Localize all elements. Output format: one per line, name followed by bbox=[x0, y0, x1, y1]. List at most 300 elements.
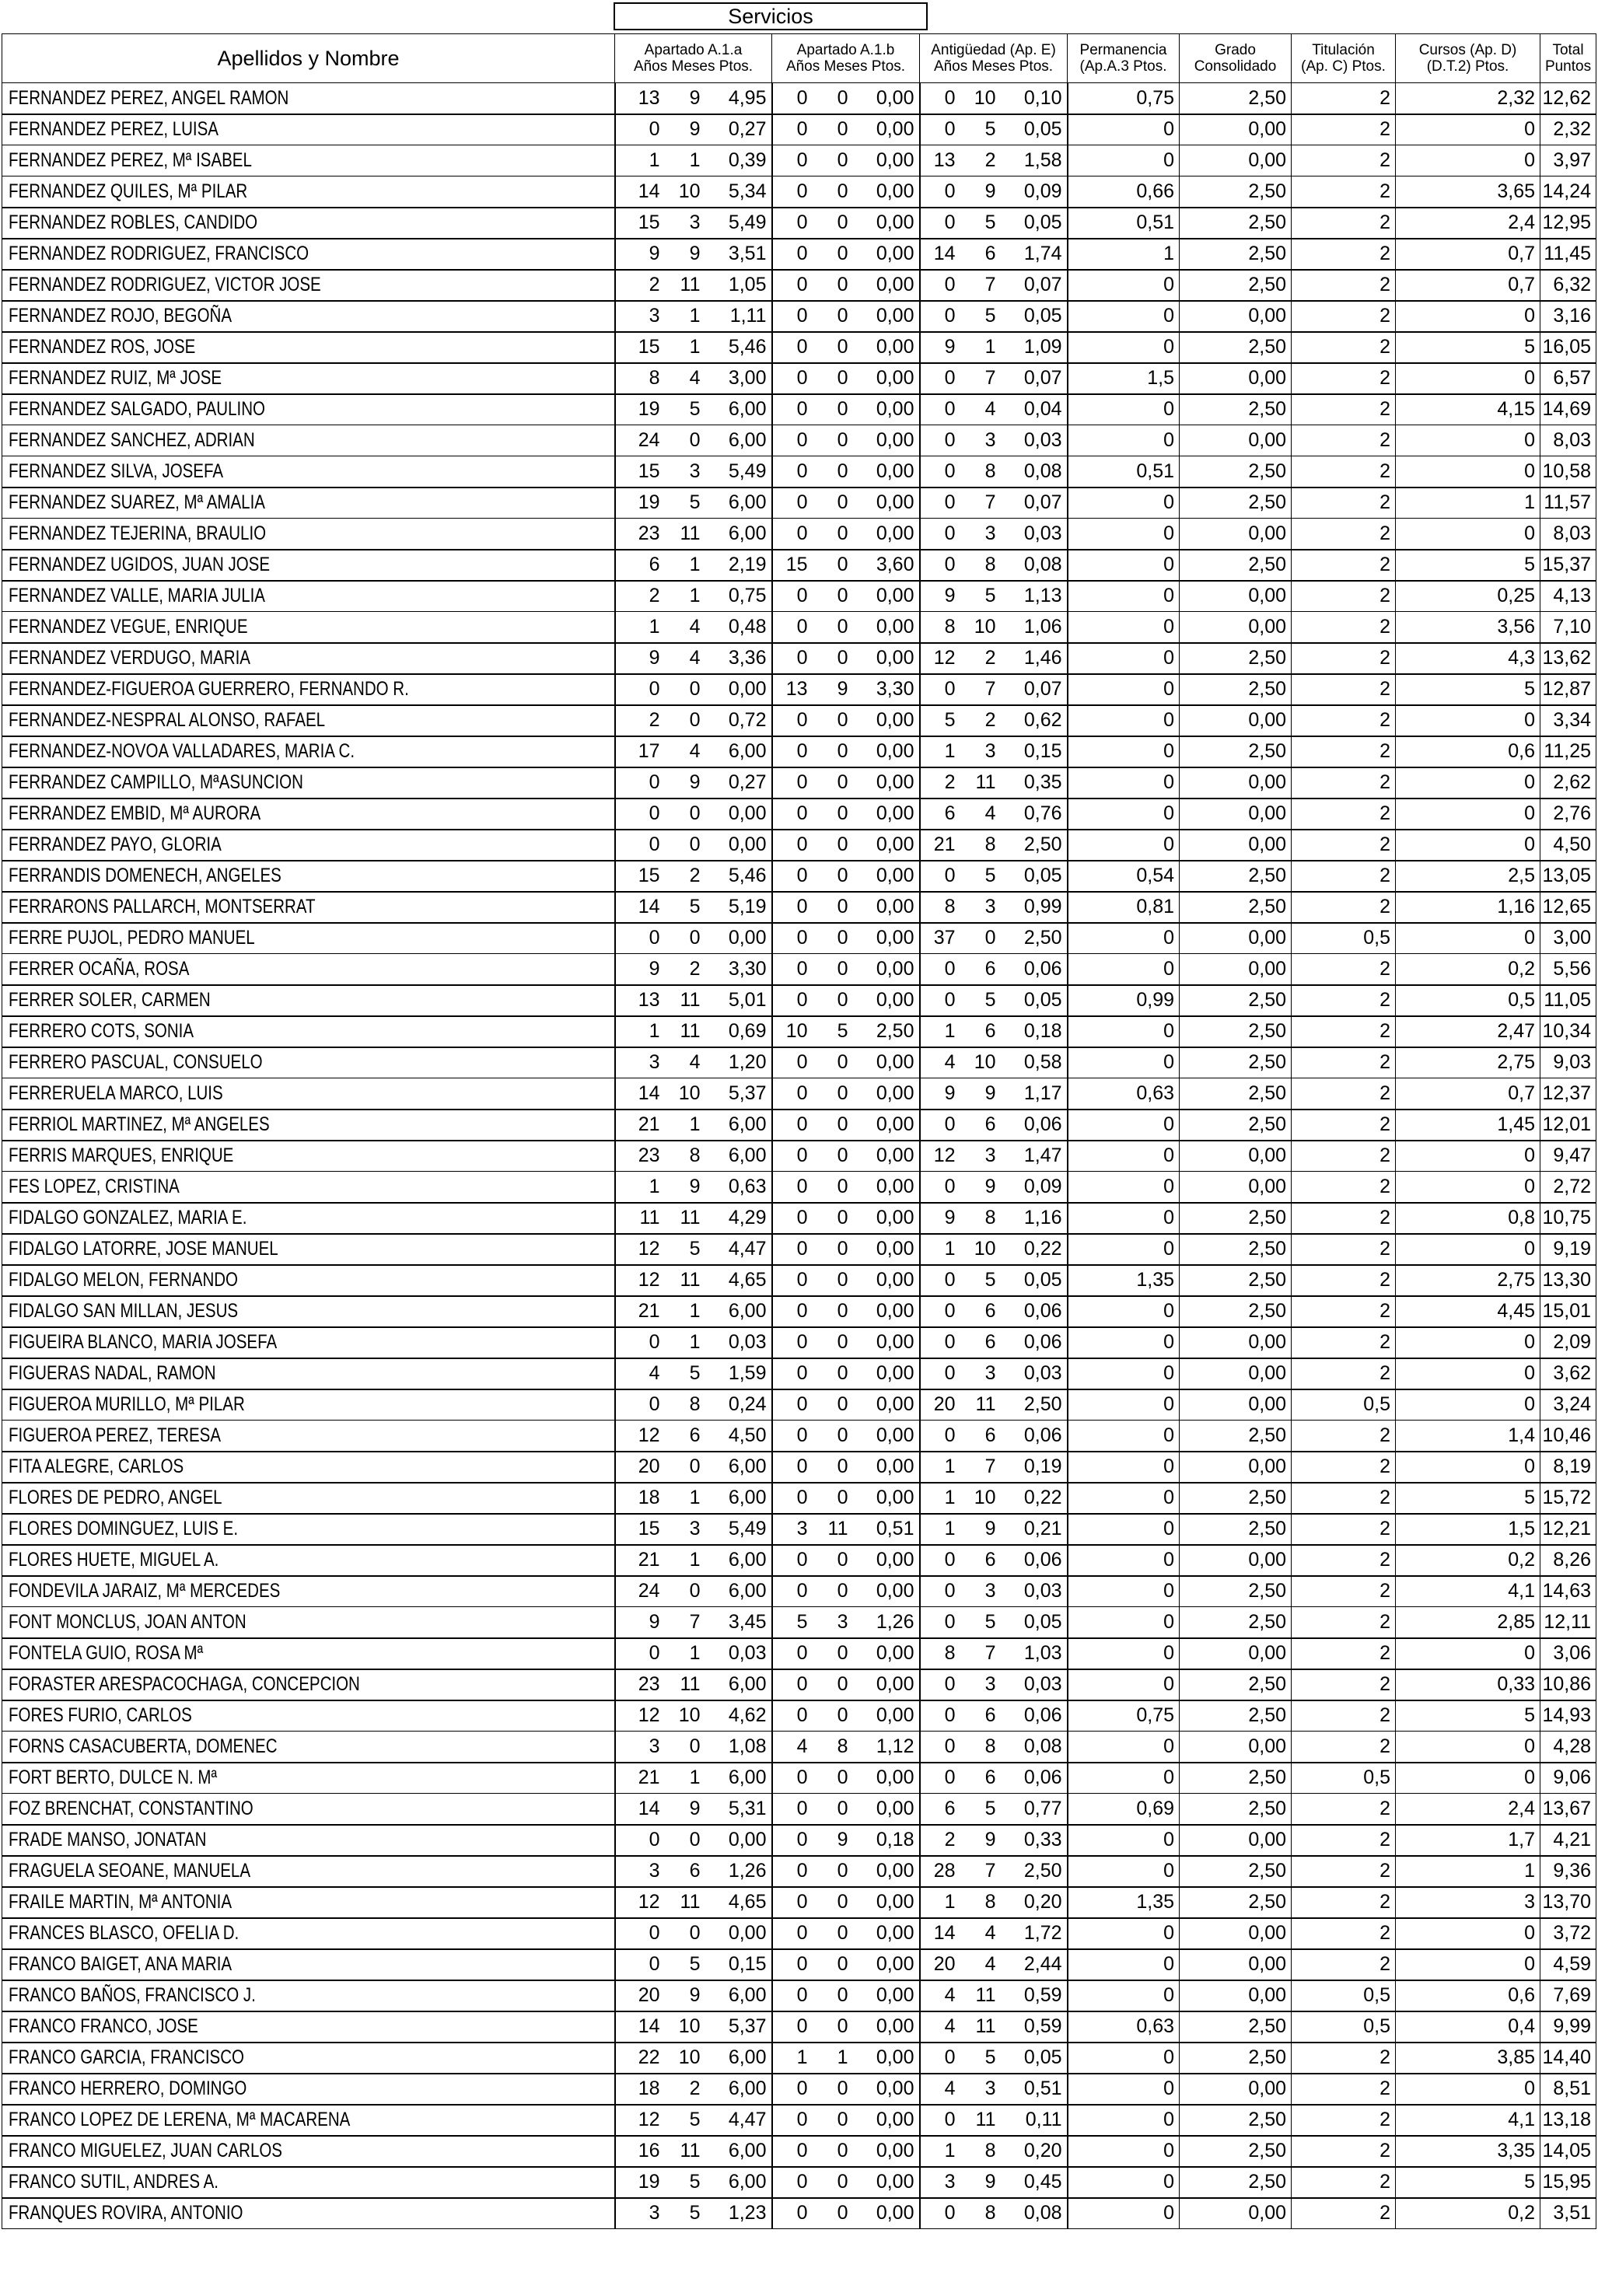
column-header-a1a-sub: Años Meses Ptos. bbox=[633, 58, 754, 75]
cell-permanencia-points: 0 bbox=[1068, 1358, 1180, 1389]
cell-grado-points: 2,50 bbox=[1180, 1887, 1292, 1918]
table-row bbox=[2, 1389, 1596, 1421]
table-row bbox=[2, 488, 1596, 519]
cell-a1b-years: 0 bbox=[772, 332, 813, 363]
cell-name: FERNANDEZ VALLE, MARIA JULIA bbox=[2, 581, 615, 612]
cell-a1b-months: 0 bbox=[813, 2011, 853, 2043]
table-row bbox=[2, 2198, 1596, 2229]
cell-antiguedad-points: 0,22 bbox=[1001, 1234, 1068, 1265]
cell-a1a-years: 16 bbox=[615, 2136, 665, 2167]
cell-antiguedad-years: 1 bbox=[920, 1514, 960, 1545]
cell-a1b-years: 0 bbox=[772, 1358, 813, 1389]
cell-a1a-months: 9 bbox=[665, 83, 705, 114]
cell-antiguedad-years: 0 bbox=[920, 674, 960, 705]
cell-a1b-points: 0,00 bbox=[853, 705, 920, 736]
cell-a1a-years: 3 bbox=[615, 1047, 665, 1078]
cell-total-points: 2,72 bbox=[1540, 1172, 1596, 1203]
cell-cursos-points: 0,33 bbox=[1396, 1669, 1540, 1700]
table-row bbox=[2, 892, 1596, 923]
cell-a1b-points: 0,00 bbox=[853, 1421, 920, 1452]
cell-a1b-points: 0,00 bbox=[853, 456, 920, 488]
cell-a1b-months: 0 bbox=[813, 612, 853, 643]
cell-cursos-points: 0,5 bbox=[1396, 985, 1540, 1016]
cell-grado-points: 0,00 bbox=[1180, 1327, 1292, 1358]
cell-total-points: 13,30 bbox=[1540, 1265, 1596, 1296]
cell-a1a-years: 8 bbox=[615, 363, 665, 394]
cell-grado-points: 0,00 bbox=[1180, 363, 1292, 394]
cell-antiguedad-months: 5 bbox=[960, 208, 1001, 239]
cell-cursos-points: 5 bbox=[1396, 1483, 1540, 1514]
cell-antiguedad-years: 0 bbox=[920, 1576, 960, 1607]
cell-a1a-points: 4,62 bbox=[705, 1700, 772, 1732]
cell-a1b-months: 9 bbox=[813, 674, 853, 705]
cell-a1a-months: 9 bbox=[665, 1794, 705, 1825]
cell-cursos-points: 0 bbox=[1396, 1638, 1540, 1669]
table-row bbox=[2, 2011, 1596, 2043]
cell-antiguedad-years: 0 bbox=[920, 270, 960, 301]
cell-permanencia-points: 0 bbox=[1068, 1607, 1180, 1638]
cell-total-points: 12,21 bbox=[1540, 1514, 1596, 1545]
cell-grado-points: 0,00 bbox=[1180, 1358, 1292, 1389]
cell-a1a-points: 0,72 bbox=[705, 705, 772, 736]
cell-a1a-months: 11 bbox=[665, 1265, 705, 1296]
cell-antiguedad-years: 0 bbox=[920, 985, 960, 1016]
cell-antiguedad-months: 10 bbox=[960, 1483, 1001, 1514]
cell-antiguedad-points: 1,06 bbox=[1001, 612, 1068, 643]
cell-a1b-years: 0 bbox=[772, 239, 813, 270]
table-row bbox=[2, 985, 1596, 1016]
cell-grado-points: 2,50 bbox=[1180, 2011, 1292, 2043]
cell-name: FORASTER ARESPACOCHAGA, CONCEPCION bbox=[2, 1669, 615, 1700]
cell-titulacion-points: 2 bbox=[1292, 1700, 1396, 1732]
cell-a1b-points: 0,00 bbox=[853, 767, 920, 799]
cell-cursos-points: 0 bbox=[1396, 1389, 1540, 1421]
cell-grado-points: 0,00 bbox=[1180, 923, 1292, 954]
cell-antiguedad-months: 8 bbox=[960, 830, 1001, 861]
cell-grado-points: 2,50 bbox=[1180, 1607, 1292, 1638]
cell-cursos-points: 0,6 bbox=[1396, 1980, 1540, 2011]
cell-grado-points: 0,00 bbox=[1180, 425, 1292, 456]
column-header-cursos-sub: (D.T.2) Ptos. bbox=[1426, 58, 1509, 75]
cell-a1b-months: 0 bbox=[813, 1700, 853, 1732]
cell-a1b-months: 0 bbox=[813, 705, 853, 736]
table-row bbox=[2, 581, 1596, 612]
cell-titulacion-points: 2 bbox=[1292, 1732, 1396, 1763]
cell-antiguedad-months: 8 bbox=[960, 1203, 1001, 1234]
cell-cursos-points: 0 bbox=[1396, 1358, 1540, 1389]
cell-a1a-points: 4,47 bbox=[705, 1234, 772, 1265]
cell-antiguedad-months: 10 bbox=[960, 1047, 1001, 1078]
table-row bbox=[2, 1296, 1596, 1327]
cell-permanencia-points: 1,35 bbox=[1068, 1265, 1180, 1296]
cell-grado-points: 2,50 bbox=[1180, 456, 1292, 488]
cell-antiguedad-months: 5 bbox=[960, 1794, 1001, 1825]
cell-permanencia-points: 0 bbox=[1068, 767, 1180, 799]
cell-grado-points: 0,00 bbox=[1180, 1545, 1292, 1576]
cell-antiguedad-months: 7 bbox=[960, 1452, 1001, 1483]
cell-a1a-years: 12 bbox=[615, 1234, 665, 1265]
cell-antiguedad-months: 4 bbox=[960, 799, 1001, 830]
cell-a1b-points: 1,26 bbox=[853, 1607, 920, 1638]
cell-a1b-months: 0 bbox=[813, 1358, 853, 1389]
cell-permanencia-points: 0 bbox=[1068, 2136, 1180, 2167]
cell-a1b-months: 0 bbox=[813, 1980, 853, 2011]
cell-a1a-months: 9 bbox=[665, 239, 705, 270]
cell-a1b-years: 0 bbox=[772, 2136, 813, 2167]
cell-a1a-years: 19 bbox=[615, 394, 665, 425]
cell-antiguedad-months: 8 bbox=[960, 1732, 1001, 1763]
cell-cursos-points: 1,4 bbox=[1396, 1421, 1540, 1452]
cell-a1a-months: 1 bbox=[665, 1763, 705, 1794]
cell-a1a-points: 1,26 bbox=[705, 1856, 772, 1887]
cell-permanencia-points: 1,5 bbox=[1068, 363, 1180, 394]
cell-antiguedad-months: 2 bbox=[960, 643, 1001, 674]
cell-a1b-points: 0,00 bbox=[853, 2074, 920, 2105]
cell-a1a-points: 4,95 bbox=[705, 83, 772, 114]
cell-name: FERNANDEZ UGIDOS, JUAN JOSE bbox=[2, 550, 615, 581]
cell-a1a-months: 1 bbox=[665, 1296, 705, 1327]
cell-a1a-months: 0 bbox=[665, 923, 705, 954]
cell-a1b-points: 0,00 bbox=[853, 301, 920, 332]
cell-a1a-years: 21 bbox=[615, 1296, 665, 1327]
cell-a1b-months: 0 bbox=[813, 1327, 853, 1358]
cell-a1b-years: 0 bbox=[772, 1327, 813, 1358]
cell-antiguedad-years: 1 bbox=[920, 2136, 960, 2167]
cell-antiguedad-points: 0,59 bbox=[1001, 2011, 1068, 2043]
cell-a1b-months: 0 bbox=[813, 176, 853, 208]
cell-a1b-points: 0,00 bbox=[853, 2167, 920, 2198]
table-row bbox=[2, 1141, 1596, 1172]
cell-a1a-years: 24 bbox=[615, 425, 665, 456]
cell-cursos-points: 0 bbox=[1396, 425, 1540, 456]
cell-cursos-points: 1,5 bbox=[1396, 1514, 1540, 1545]
cell-antiguedad-months: 6 bbox=[960, 1296, 1001, 1327]
cell-a1a-points: 6,00 bbox=[705, 1980, 772, 2011]
cell-a1a-points: 5,34 bbox=[705, 176, 772, 208]
table-body bbox=[2, 83, 1596, 2229]
cell-name: FRANQUES ROVIRA, ANTONIO bbox=[2, 2198, 615, 2229]
cell-a1b-points: 0,00 bbox=[853, 799, 920, 830]
cell-a1b-points: 0,00 bbox=[853, 954, 920, 985]
cell-name: FERNANDEZ QUILES, Mª PILAR bbox=[2, 176, 615, 208]
column-header-a1a-title: Apartado A.1.a bbox=[644, 42, 743, 58]
cell-a1a-years: 1 bbox=[615, 145, 665, 176]
cell-a1b-years: 0 bbox=[772, 270, 813, 301]
cell-a1a-months: 4 bbox=[665, 1047, 705, 1078]
cell-antiguedad-points: 0,06 bbox=[1001, 1763, 1068, 1794]
cell-name: FRANCO SUTIL, ANDRES A. bbox=[2, 2167, 615, 2198]
cell-titulacion-points: 2 bbox=[1292, 1607, 1396, 1638]
cell-a1b-points: 0,00 bbox=[853, 1794, 920, 1825]
cell-name: FERNANDEZ ROJO, BEGOÑA bbox=[2, 301, 615, 332]
cell-name: FRANCO GARCIA, FRANCISCO bbox=[2, 2043, 615, 2074]
cell-antiguedad-months: 9 bbox=[960, 176, 1001, 208]
cell-a1b-months: 11 bbox=[813, 1514, 853, 1545]
cell-antiguedad-years: 0 bbox=[920, 2105, 960, 2136]
table-row bbox=[2, 2043, 1596, 2074]
cell-name: FITA ALEGRE, CARLOS bbox=[2, 1452, 615, 1483]
cell-a1b-months: 0 bbox=[813, 239, 853, 270]
cell-antiguedad-years: 0 bbox=[920, 83, 960, 114]
cell-a1b-months: 0 bbox=[813, 1794, 853, 1825]
cell-a1a-months: 11 bbox=[665, 1203, 705, 1234]
cell-grado-points: 2,50 bbox=[1180, 1203, 1292, 1234]
cell-a1a-months: 5 bbox=[665, 488, 705, 519]
cell-a1a-years: 23 bbox=[615, 519, 665, 550]
table-row bbox=[2, 208, 1596, 239]
cell-antiguedad-points: 0,06 bbox=[1001, 1327, 1068, 1358]
cell-antiguedad-years: 14 bbox=[920, 1918, 960, 1949]
cell-a1b-points: 0,00 bbox=[853, 1234, 920, 1265]
cell-a1a-points: 6,00 bbox=[705, 736, 772, 767]
cell-a1b-years: 0 bbox=[772, 892, 813, 923]
cell-antiguedad-months: 7 bbox=[960, 674, 1001, 705]
cell-name: FERRERO PASCUAL, CONSUELO bbox=[2, 1047, 615, 1078]
cell-permanencia-points: 0 bbox=[1068, 1825, 1180, 1856]
cell-antiguedad-points: 2,50 bbox=[1001, 923, 1068, 954]
cell-titulacion-points: 2 bbox=[1292, 456, 1396, 488]
cell-titulacion-points: 2 bbox=[1292, 83, 1396, 114]
cell-antiguedad-months: 7 bbox=[960, 1638, 1001, 1669]
cell-antiguedad-months: 6 bbox=[960, 239, 1001, 270]
cell-grado-points: 0,00 bbox=[1180, 1638, 1292, 1669]
table-row bbox=[2, 1358, 1596, 1389]
cell-permanencia-points: 0 bbox=[1068, 1141, 1180, 1172]
cell-total-points: 10,46 bbox=[1540, 1421, 1596, 1452]
cell-cursos-points: 5 bbox=[1396, 332, 1540, 363]
cell-a1b-years: 0 bbox=[772, 456, 813, 488]
cell-a1a-points: 6,00 bbox=[705, 2136, 772, 2167]
cell-antiguedad-years: 37 bbox=[920, 923, 960, 954]
cell-a1b-points: 0,00 bbox=[853, 114, 920, 145]
cell-total-points: 15,72 bbox=[1540, 1483, 1596, 1514]
cell-a1b-years: 0 bbox=[772, 954, 813, 985]
cell-name: FERNANDEZ PEREZ, Mª ISABEL bbox=[2, 145, 615, 176]
table-row bbox=[2, 1856, 1596, 1887]
table-row bbox=[2, 114, 1596, 145]
table-row bbox=[2, 1203, 1596, 1234]
table-row bbox=[2, 861, 1596, 892]
cell-a1b-months: 0 bbox=[813, 1638, 853, 1669]
cell-a1b-months: 5 bbox=[813, 1016, 853, 1047]
cell-titulacion-points: 2 bbox=[1292, 1234, 1396, 1265]
cell-a1b-years: 0 bbox=[772, 1047, 813, 1078]
cell-a1a-months: 11 bbox=[665, 1016, 705, 1047]
cell-a1a-points: 4,65 bbox=[705, 1887, 772, 1918]
cell-antiguedad-points: 0,05 bbox=[1001, 985, 1068, 1016]
cell-antiguedad-months: 11 bbox=[960, 767, 1001, 799]
cell-a1a-points: 1,08 bbox=[705, 1732, 772, 1763]
cell-cursos-points: 1 bbox=[1396, 488, 1540, 519]
cell-antiguedad-months: 10 bbox=[960, 83, 1001, 114]
cell-grado-points: 2,50 bbox=[1180, 1047, 1292, 1078]
cell-a1b-months: 0 bbox=[813, 1234, 853, 1265]
cell-a1b-years: 0 bbox=[772, 1483, 813, 1514]
cell-antiguedad-years: 0 bbox=[920, 488, 960, 519]
cell-antiguedad-years: 4 bbox=[920, 1047, 960, 1078]
column-header-a1b-title: Apartado A.1.b bbox=[796, 42, 895, 58]
cell-total-points: 11,57 bbox=[1540, 488, 1596, 519]
cell-titulacion-points: 2 bbox=[1292, 954, 1396, 985]
cell-antiguedad-years: 0 bbox=[920, 2043, 960, 2074]
cell-a1a-points: 5,49 bbox=[705, 208, 772, 239]
cell-antiguedad-years: 0 bbox=[920, 1327, 960, 1358]
cell-total-points: 15,01 bbox=[1540, 1296, 1596, 1327]
cell-a1b-years: 0 bbox=[772, 488, 813, 519]
cell-permanencia-points: 0 bbox=[1068, 1452, 1180, 1483]
cell-a1a-months: 7 bbox=[665, 1607, 705, 1638]
cell-name: FIDALGO GONZALEZ, MARIA E. bbox=[2, 1203, 615, 1234]
cell-a1b-points: 0,00 bbox=[853, 923, 920, 954]
cell-a1b-months: 1 bbox=[813, 2043, 853, 2074]
cell-antiguedad-points: 1,58 bbox=[1001, 145, 1068, 176]
cell-permanencia-points: 0,69 bbox=[1068, 1794, 1180, 1825]
cell-total-points: 4,21 bbox=[1540, 1825, 1596, 1856]
cell-antiguedad-years: 12 bbox=[920, 643, 960, 674]
cell-a1a-months: 11 bbox=[665, 2136, 705, 2167]
cell-antiguedad-points: 0,06 bbox=[1001, 954, 1068, 985]
cell-titulacion-points: 2 bbox=[1292, 2105, 1396, 2136]
cell-total-points: 10,34 bbox=[1540, 1016, 1596, 1047]
cell-antiguedad-points: 0,05 bbox=[1001, 301, 1068, 332]
cell-titulacion-points: 0,5 bbox=[1292, 923, 1396, 954]
cell-a1a-months: 5 bbox=[665, 394, 705, 425]
table-row bbox=[2, 2105, 1596, 2136]
cell-antiguedad-years: 0 bbox=[920, 1110, 960, 1141]
cell-name: FRANCO HERRERO, DOMINGO bbox=[2, 2074, 615, 2105]
cell-permanencia-points: 0 bbox=[1068, 643, 1180, 674]
cell-antiguedad-years: 1 bbox=[920, 1234, 960, 1265]
cell-name: FIGUEROA MURILLO, Mª PILAR bbox=[2, 1389, 615, 1421]
cell-total-points: 10,86 bbox=[1540, 1669, 1596, 1700]
cell-antiguedad-years: 0 bbox=[920, 363, 960, 394]
cell-cursos-points: 0,2 bbox=[1396, 954, 1540, 985]
cell-cursos-points: 2,85 bbox=[1396, 1607, 1540, 1638]
table-row bbox=[2, 270, 1596, 301]
cell-antiguedad-points: 1,17 bbox=[1001, 1078, 1068, 1110]
cell-a1b-points: 1,12 bbox=[853, 1732, 920, 1763]
cell-a1b-points: 0,00 bbox=[853, 332, 920, 363]
cell-total-points: 3,00 bbox=[1540, 923, 1596, 954]
cell-a1a-months: 1 bbox=[665, 1545, 705, 1576]
cell-grado-points: 0,00 bbox=[1180, 2074, 1292, 2105]
column-header-a1a bbox=[615, 34, 772, 83]
cell-permanencia-points: 0 bbox=[1068, 1234, 1180, 1265]
cell-grado-points: 2,50 bbox=[1180, 2167, 1292, 2198]
cell-grado-points: 0,00 bbox=[1180, 1949, 1292, 1980]
cell-grado-points: 2,50 bbox=[1180, 985, 1292, 1016]
cell-a1b-months: 0 bbox=[813, 145, 853, 176]
cell-permanencia-points: 0 bbox=[1068, 612, 1180, 643]
cell-name: FORNS CASACUBERTA, DOMENEC bbox=[2, 1732, 615, 1763]
cell-a1a-years: 21 bbox=[615, 1110, 665, 1141]
cell-a1b-points: 0,00 bbox=[853, 1980, 920, 2011]
cell-a1b-years: 0 bbox=[772, 1452, 813, 1483]
cell-a1a-points: 6,00 bbox=[705, 2167, 772, 2198]
cell-grado-points: 2,50 bbox=[1180, 1856, 1292, 1887]
cell-a1b-years: 0 bbox=[772, 705, 813, 736]
cell-a1b-months: 0 bbox=[813, 208, 853, 239]
cell-antiguedad-months: 5 bbox=[960, 301, 1001, 332]
cell-a1b-points: 0,00 bbox=[853, 208, 920, 239]
cell-a1a-years: 0 bbox=[615, 830, 665, 861]
cell-total-points: 14,69 bbox=[1540, 394, 1596, 425]
cell-total-points: 12,65 bbox=[1540, 892, 1596, 923]
cell-antiguedad-years: 0 bbox=[920, 1669, 960, 1700]
cell-antiguedad-months: 5 bbox=[960, 985, 1001, 1016]
cell-antiguedad-points: 1,16 bbox=[1001, 1203, 1068, 1234]
cell-name: FERRER SOLER, CARMEN bbox=[2, 985, 615, 1016]
column-header-antiguedad-sub: Años Meses Ptos. bbox=[933, 58, 1054, 75]
cell-name: FERRANDEZ PAYO, GLORIA bbox=[2, 830, 615, 861]
cell-antiguedad-years: 9 bbox=[920, 1078, 960, 1110]
cell-a1b-months: 0 bbox=[813, 1856, 853, 1887]
cell-antiguedad-years: 8 bbox=[920, 612, 960, 643]
cell-a1a-months: 0 bbox=[665, 1576, 705, 1607]
cell-a1a-points: 5,49 bbox=[705, 456, 772, 488]
cell-antiguedad-years: 0 bbox=[920, 1265, 960, 1296]
cell-a1a-months: 5 bbox=[665, 1949, 705, 1980]
cell-a1b-months: 0 bbox=[813, 830, 853, 861]
cell-permanencia-points: 0 bbox=[1068, 145, 1180, 176]
cell-total-points: 9,19 bbox=[1540, 1234, 1596, 1265]
cell-a1a-years: 22 bbox=[615, 2043, 665, 2074]
cell-a1b-years: 0 bbox=[772, 301, 813, 332]
cell-permanencia-points: 0,81 bbox=[1068, 892, 1180, 923]
cell-cursos-points: 0,7 bbox=[1396, 1078, 1540, 1110]
cell-total-points: 10,58 bbox=[1540, 456, 1596, 488]
cell-a1a-points: 6,00 bbox=[705, 1296, 772, 1327]
cell-a1a-years: 4 bbox=[615, 1358, 665, 1389]
cell-a1a-months: 0 bbox=[665, 1918, 705, 1949]
cell-grado-points: 0,00 bbox=[1180, 830, 1292, 861]
cell-cursos-points: 0,6 bbox=[1396, 736, 1540, 767]
cell-permanencia-points: 0 bbox=[1068, 705, 1180, 736]
cell-a1a-months: 11 bbox=[665, 1669, 705, 1700]
cell-total-points: 10,75 bbox=[1540, 1203, 1596, 1234]
cell-a1b-years: 13 bbox=[772, 674, 813, 705]
cell-a1b-years: 0 bbox=[772, 1389, 813, 1421]
cell-cursos-points: 2,47 bbox=[1396, 1016, 1540, 1047]
cell-permanencia-points: 0 bbox=[1068, 1763, 1180, 1794]
cell-antiguedad-years: 9 bbox=[920, 332, 960, 363]
cell-antiguedad-years: 0 bbox=[920, 176, 960, 208]
table-row bbox=[2, 643, 1596, 674]
cell-a1a-months: 3 bbox=[665, 208, 705, 239]
cell-cursos-points: 0,2 bbox=[1396, 2198, 1540, 2229]
cell-a1a-years: 1 bbox=[615, 612, 665, 643]
cell-total-points: 16,05 bbox=[1540, 332, 1596, 363]
cell-a1b-points: 0,00 bbox=[853, 643, 920, 674]
cell-a1a-years: 0 bbox=[615, 674, 665, 705]
cell-antiguedad-points: 0,45 bbox=[1001, 2167, 1068, 2198]
cell-a1b-points: 3,30 bbox=[853, 674, 920, 705]
cell-antiguedad-points: 0,08 bbox=[1001, 456, 1068, 488]
cell-permanencia-points: 0 bbox=[1068, 332, 1180, 363]
table-row bbox=[2, 176, 1596, 208]
cell-a1a-months: 4 bbox=[665, 612, 705, 643]
cell-a1a-months: 6 bbox=[665, 1421, 705, 1452]
cell-antiguedad-points: 0,21 bbox=[1001, 1514, 1068, 1545]
cell-grado-points: 0,00 bbox=[1180, 705, 1292, 736]
cell-name: FERRANDEZ CAMPILLO, MªASUNCION bbox=[2, 767, 615, 799]
table-row bbox=[2, 1078, 1596, 1110]
cell-antiguedad-months: 3 bbox=[960, 1576, 1001, 1607]
cell-a1a-years: 9 bbox=[615, 1607, 665, 1638]
cell-name: FORT BERTO, DULCE N. Mª bbox=[2, 1763, 615, 1794]
cell-a1b-months: 0 bbox=[813, 2105, 853, 2136]
cell-a1b-years: 0 bbox=[772, 1763, 813, 1794]
